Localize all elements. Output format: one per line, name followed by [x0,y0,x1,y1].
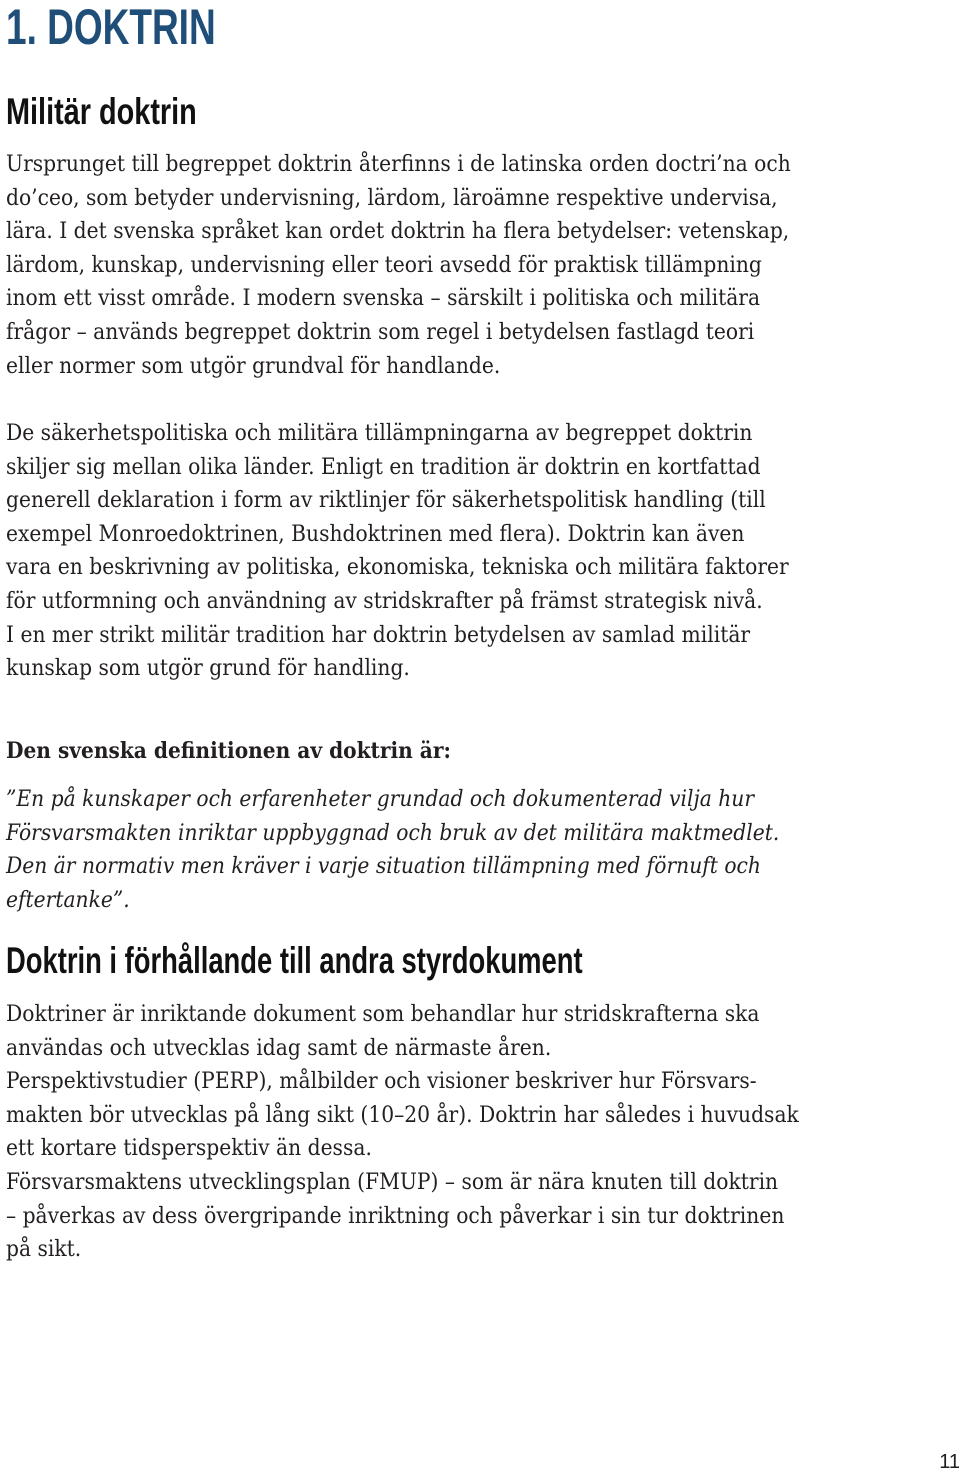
paragraph-line: lära. I det svenska språket kan ordet doktrin ha flera betydelser: vetenskap, [6,218,790,245]
paragraph-line: makten bör utvecklas på lång sikt (10–20 år). Doktrin har således i huvudsak [6,1101,799,1128]
paragraph-line: skiljer sig mellan olika länder. Enligt en tradition är doktrin en kortfattad [6,453,761,480]
paragraph-line: I en mer strikt militär tradition har doktrin betydelsen av samlad militär [6,621,751,648]
page-number: 11 [939,1451,960,1473]
paragraph-styrdokument [6,998,802,1267]
paragraph-origin [6,148,802,383]
paragraph-line: kunskap som utgör grund för handling. [6,655,410,682]
paragraph-line: ett kortare tidsperspektiv än dessa. [6,1135,372,1162]
paragraph-line: Försvarsmaktens utvecklingsplan (FMUP) – som är nära knuten till doktrin [6,1168,779,1195]
paragraph-line: do’ceo, som betyder undervisning, lärdom, läroämne respektive undervisa, [6,184,778,211]
paragraph-line: Perspektivstudier (PERP), målbilder och visioner beskriver hur Försvars- [6,1068,757,1095]
paragraph-line: inom ett visst område. I modern svenska – särskilt i politiska och militära [6,285,761,312]
paragraph-line: användas och utvecklas idag samt de närmaste åren. [6,1034,552,1061]
section-heading-styrdokument: Doktrin i förhållande till andra styrdokument [6,940,583,981]
quote-line: Försvarsmakten inriktar uppbyggnad och bruk av det militära maktmedlet. [6,819,780,846]
paragraph-line: – påverkas av dess övergripande inriktning och påverkar i sin tur doktrinen [6,1202,785,1229]
quote-line: Den är normativ men kräver i varje situation tillämpning med förnuft och [6,853,761,880]
quote-line: eftertanke”. [6,886,130,913]
chapter-title: 1. DOKTRIN [6,0,216,55]
paragraph-line: De säkerhetspolitiska och militära tillämpningarna av begreppet doktrin [6,420,753,446]
paragraph-line: eller normer som utgör grundval för handlande. [6,352,501,379]
paragraph-line: vara en beskrivning av politiska, ekonomiska, tekniska och militära faktorer [6,554,789,581]
paragraph-line: på sikt. [6,1236,82,1263]
paragraph-line: lärdom, kunskap, undervisning eller teori avsedd för praktisk tillämpning [6,251,762,278]
paragraph-line: generell deklaration i form av riktlinjer för säkerhetspolitisk handling (till [6,487,766,514]
paragraph-line: exempel Monroedoktrinen, Bushdoktrinen med flera). Doktrin kan även [6,520,745,547]
quote-line: ”En på kunskaper och erfarenheter grundad och dokumenterad vilja hur [6,786,755,812]
paragraph-applications [6,417,802,686]
paragraph-line: Ursprunget till begreppet doktrin återfinns i de latinska orden doctri’na och [6,151,791,177]
definition-heading: Den svenska definitionen av doktrin är: [6,738,451,764]
paragraph-line: för utformning och användning av stridskrafter på främst strategisk nivå. [6,587,763,614]
paragraph-line: frågor – används begreppet doktrin som regel i betydelsen fastlagd teori [6,318,755,345]
definition-quote [6,783,802,917]
paragraph-line: Doktriner är inriktande dokument som behandlar hur stridskrafterna ska [6,1001,760,1027]
section-heading-militar-doktrin: Militär doktrin [6,91,197,132]
